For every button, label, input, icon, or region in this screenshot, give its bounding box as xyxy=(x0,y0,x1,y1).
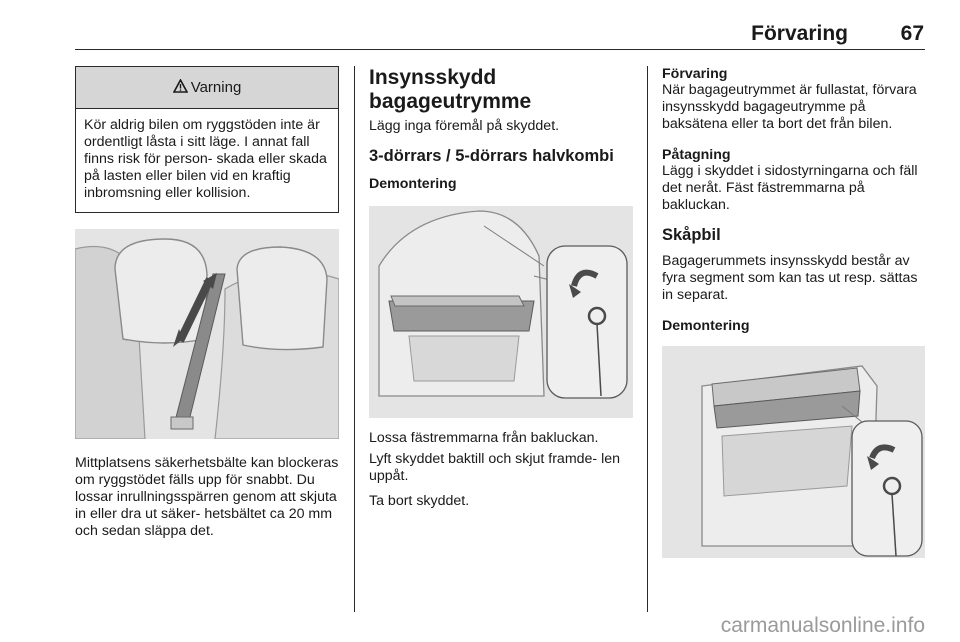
van-cover-figure xyxy=(662,346,925,558)
intro-text: Lägg inga föremål på skyddet. xyxy=(369,118,560,134)
warning-text: Kör aldrig bilen om ryggstöden inte är ordentligt låsta i sitt läge. I annat fall finns risk för person- skada eller skada på lasten eller bilen vid en kraftig inbromsning eller kollision. xyxy=(84,117,327,201)
step-1-text: Lossa fästremmarna från bakluckan. xyxy=(369,430,599,446)
section-title: Insynsskydd bagageutrymme xyxy=(369,66,532,113)
fit-heading: Påtagning xyxy=(662,147,731,163)
page-number: 67 xyxy=(900,22,924,45)
step-2-text: Lyft skyddet baktill och skjut framde- len uppåt. xyxy=(369,451,621,484)
van-removal-heading: Demontering xyxy=(662,318,750,334)
storage-heading: Förvaring xyxy=(662,66,728,82)
removal-heading: Demontering xyxy=(369,176,457,192)
warning-header xyxy=(76,67,338,109)
subsection-title: 3-dörrars / 5-dörrars halvkombi xyxy=(369,147,614,165)
seat-belt-paragraph: Mittplatsens säkerhetsbälte kan blockeras om ryggstödet fälls upp för snabbt. Du lossar inrullningsspärren genom att skjuta in eller dra ut säker- hetsbältet ca 20 mm och sedan släppa det. xyxy=(75,455,339,539)
column-divider-1 xyxy=(354,66,355,612)
column-divider-2 xyxy=(647,66,648,612)
column-right xyxy=(662,66,928,558)
header-divider xyxy=(75,49,925,50)
watermark-text: carmanualsonline.info xyxy=(720,614,925,637)
page-header-title: Förvaring xyxy=(751,22,848,45)
rear-seat-belt-figure xyxy=(75,229,339,439)
column-left xyxy=(75,66,339,540)
van-text: Bagagerummets insynsskydd består av fyra segment som kan tas ut resp. sättas in separat. xyxy=(662,253,918,303)
fit-text: Lägg i skyddet i sidostyrningarna och fäll det neråt. Fäst fästremmarna på bakluckan. xyxy=(662,163,918,213)
van-heading: Skåpbil xyxy=(662,226,721,244)
step-3-text: Ta bort skyddet. xyxy=(369,493,470,509)
hatchback-cover-figure xyxy=(369,206,633,418)
column-middle xyxy=(369,66,633,510)
warning-triangle-icon xyxy=(173,79,188,97)
storage-text: När bagageutrymmet är fullastat, förvara insynsskydd bagageutrymme på baksätena eller ta bort det från bilen. xyxy=(662,82,917,132)
warning-title: Varning xyxy=(190,79,242,96)
warning-box xyxy=(75,66,339,213)
